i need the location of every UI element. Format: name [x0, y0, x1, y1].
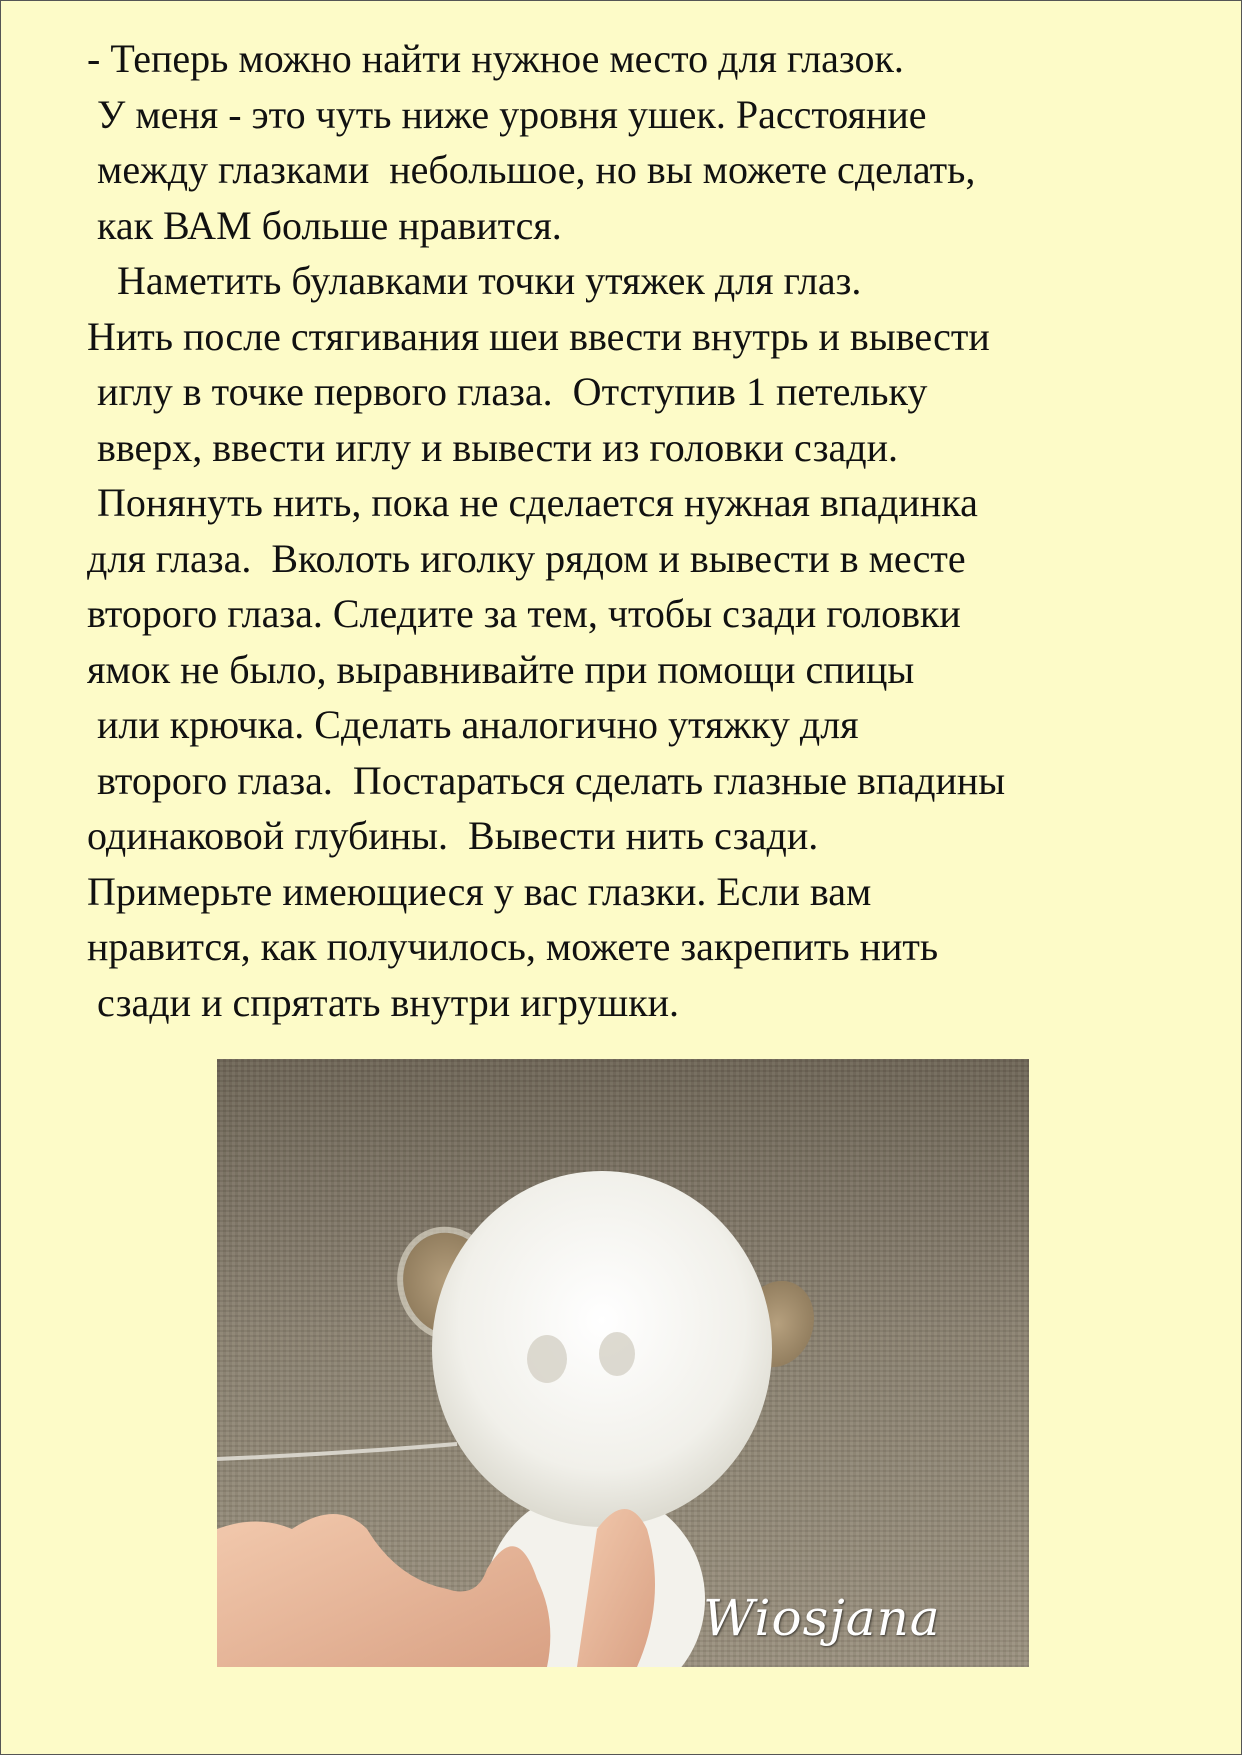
text-line: ямок не было, выравнивайте при помощи спицы: [87, 646, 915, 692]
text-line: между глазками небольшое, но вы можете сделать,: [87, 147, 976, 192]
text-line: сзади и спрятать внутри игрушки.: [87, 979, 680, 1025]
text-line: как ВАМ больше нравится.: [87, 202, 562, 248]
text-line: иглу в точке первого глаза. Отступив 1 петельку: [87, 369, 928, 414]
toy-photo: [217, 1059, 1029, 1667]
photo-watermark: Wiosjana: [703, 1589, 941, 1647]
text-line: второго глаза. Следите за тем, чтобы сзади головки: [87, 591, 961, 636]
instruction-text: [87, 31, 1237, 1030]
text-line: Понянуть нить, пока не сделается нужная впадинка: [87, 480, 978, 525]
text-line: вверх, ввести иглу и вывести из головки сзади.: [87, 424, 899, 470]
text-line: для глаза. Вколоть иголку рядом и вывести в месте: [87, 535, 966, 581]
text-line: второго глаза. Постараться сделать глазные впадины: [87, 757, 1006, 803]
text-line: - Теперь можно найти нужное место для глазок.: [87, 36, 904, 81]
text-line: Нить после стягивания шеи ввести внутрь и вывести: [87, 313, 990, 359]
text-line: одинаковой глубины. Вывести нить сзади.: [87, 813, 819, 858]
text-line: У меня - это чуть ниже уровня ушек. Расстояние: [87, 91, 927, 137]
crocheted-toy-head-icon: [217, 1059, 1029, 1667]
text-line: нравится, как получилось, можете закрепить нить: [87, 924, 939, 969]
text-line: Примерьте имеющиеся у вас глазки. Если вам: [87, 868, 872, 914]
text-line: Наметить булавками точки утяжек для глаз.: [87, 258, 862, 303]
text-line: или крючка. Сделать аналогично утяжку для: [87, 702, 859, 747]
